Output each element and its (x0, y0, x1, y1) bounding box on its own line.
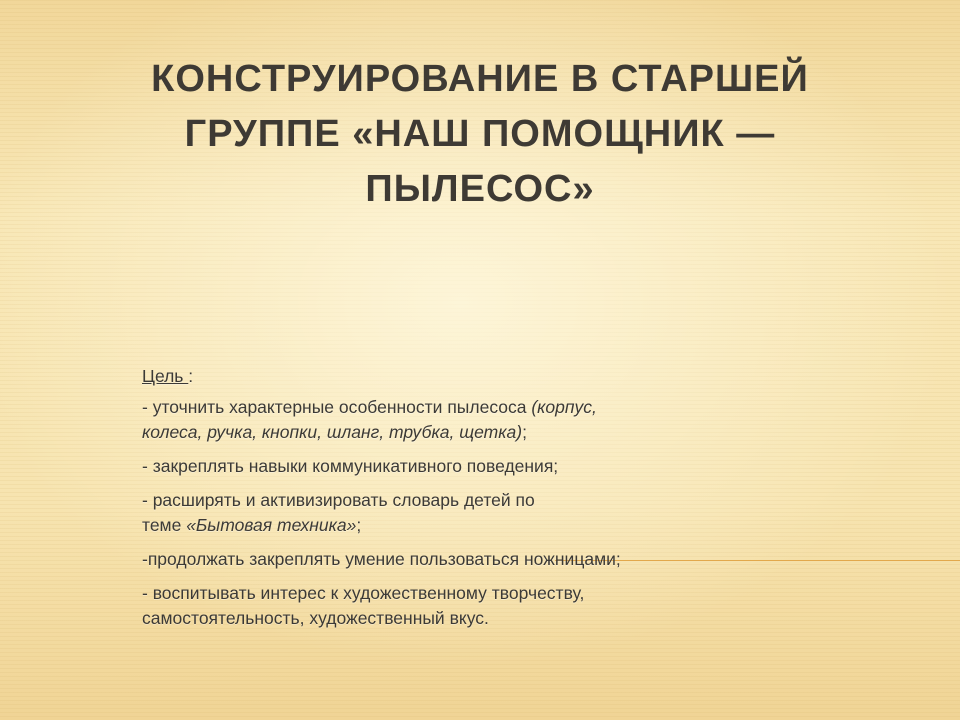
goal-label: Цель (142, 366, 189, 386)
item-text-italic: «Бытовая техника» (186, 515, 357, 535)
item-text: -продолжать закреплять умение пользоваться ножницами; (142, 549, 621, 569)
goal-item (142, 395, 862, 445)
goal-item (142, 454, 862, 479)
item-text: ; (356, 515, 362, 535)
title-line: ГРУППЕ «НАШ ПОМОЩНИК — (184, 113, 776, 155)
goal-item (142, 581, 862, 631)
item-text: ; (522, 422, 527, 442)
item-text: - уточнить характерные особенности пылесоса (142, 397, 532, 417)
item-text: - воспитывать интерес к художественному творчеству, (142, 583, 585, 603)
item-text: - расширять и активизировать словарь детей по (142, 490, 535, 510)
slide-body (142, 364, 862, 640)
item-text-italic: (корпус, (531, 397, 597, 417)
goal-colon: : (188, 366, 194, 386)
goal-item (142, 488, 862, 538)
item-text: самостоятельность, художественный вкус. (142, 608, 489, 628)
goal-item (142, 547, 862, 572)
item-line (142, 513, 862, 538)
goal-heading (142, 364, 862, 388)
item-text-italic: колеса, ручка, кнопки, шланг, трубка, щетка) (142, 422, 523, 442)
slide-title (90, 52, 870, 217)
title-line: ПЫЛЕСОС» (365, 168, 595, 210)
item-line (142, 395, 862, 420)
title-line: КОНСТРУИРОВАНИЕ В СТАРШЕЙ (151, 58, 809, 100)
item-text: - закреплять навыки коммуникативного поведения; (142, 456, 559, 476)
item-text: теме (142, 515, 187, 535)
item-line (142, 420, 862, 445)
